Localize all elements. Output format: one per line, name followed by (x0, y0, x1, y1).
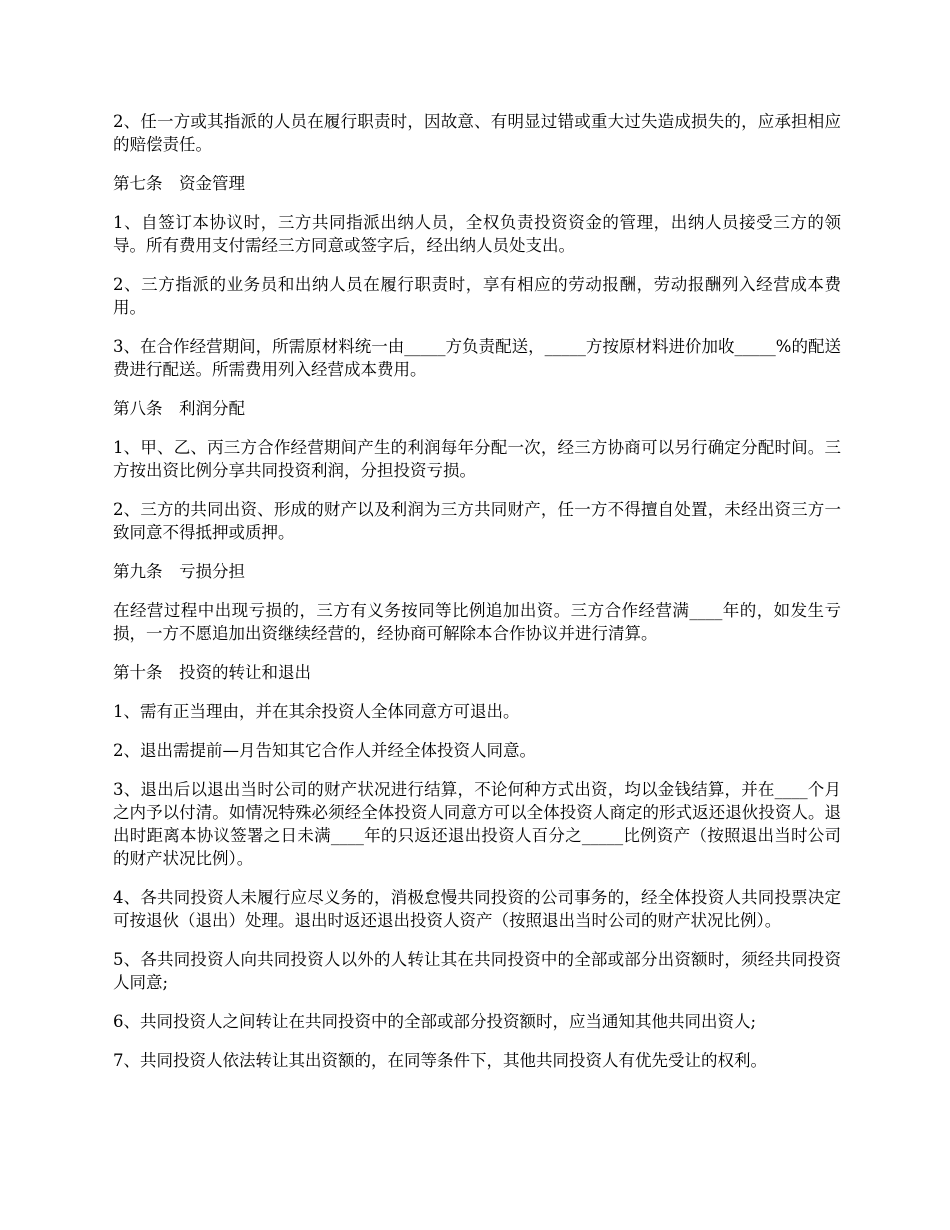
paragraph: 1、自签订本协议时，三方共同指派出纳人员，全权负责投资资金的管理，出纳人员接受三方的领导。所有费用支付需经三方同意或签字后，经出纳人员处支出。 (113, 213, 841, 255)
section-heading-10: 第十条 投资的转让和退出 (113, 663, 311, 682)
section-heading-7: 第七条 资金管理 (113, 174, 245, 193)
paragraph: 2、三方的共同出资、形成的财产以及利润为三方共同财产，任一方不得擅自处置，未经出资三方一致同意不得抵押或质押。 (113, 500, 841, 542)
paragraph: 2、三方指派的业务员和出纳人员在履行职责时，享有相应的劳动报酬，劳动报酬列入经营成本费用。 (113, 275, 841, 317)
paragraph: 7、共同投资人依法转让其出资额的，在同等条件下，其他共同投资人有优先受让的权利。 (113, 1051, 767, 1070)
paragraph: 2、退出需提前—月告知其它合作人并经全体投资人同意。 (113, 741, 536, 760)
paragraph: 4、各共同投资人未履行应尽义务的，消极怠慢共同投资的公司事务的，经全体投资人共同投票决定可按退伙（退出）处理。退出时返还退出投资人资产（按照退出当时公司的财产状况比例）。 (113, 888, 841, 930)
paragraph: 3、在合作经营期间，所需原材料统一由_____方负责配送，_____方按原材料进价加收_____%的配送费进行配送。所需费用列入经营成本费用。 (113, 337, 841, 379)
document-body (113, 110, 841, 1088)
paragraph: 1、甲、乙、丙三方合作经营期间产生的利润每年分配一次，经三方协商可以另行确定分配时间。三方按出资比例分享共同投资利润，分担投资亏损。 (113, 438, 841, 480)
paragraph: 5、各共同投资人向共同投资人以外的人转让其在共同投资中的全部或部分出资额时，须经共同投资人同意; (113, 950, 841, 992)
section-heading-8: 第八条 利润分配 (113, 399, 245, 418)
paragraph: 1、需有正当理由，并在其余投资人全体同意方可退出。 (113, 702, 520, 721)
paragraph: 2、任一方或其指派的人员在履行职责时，因故意、有明显过错或重大过失造成损失的，应承担相应的赔偿责任。 (113, 112, 841, 154)
section-heading-9: 第九条 亏损分担 (113, 562, 245, 581)
paragraph: 在经营过程中出现亏损的，三方有义务按同等比例追加出资。三方合作经营满____年的，如发生亏损，一方不愿追加出资继续经营的，经协商可解除本合作协议并进行清算。 (113, 601, 841, 643)
paragraph: 6、共同投资人之间转让在共同投资中的全部或部分投资额时，应当通知其他共同出资人; (113, 1012, 757, 1031)
paragraph: 3、退出后以退出当时公司的财产状况进行结算，不论何种方式出资，均以金钱结算，并在____个月之内予以付清。如情况特殊必须经全体投资人同意方可以全体投资人商定的形式返还退伙投资人。退出时距离本协议签署之日未满____年的只返还退出投资人百分之_____比例资产（按照退出当时公司的财产状况比例）。 (113, 780, 841, 868)
